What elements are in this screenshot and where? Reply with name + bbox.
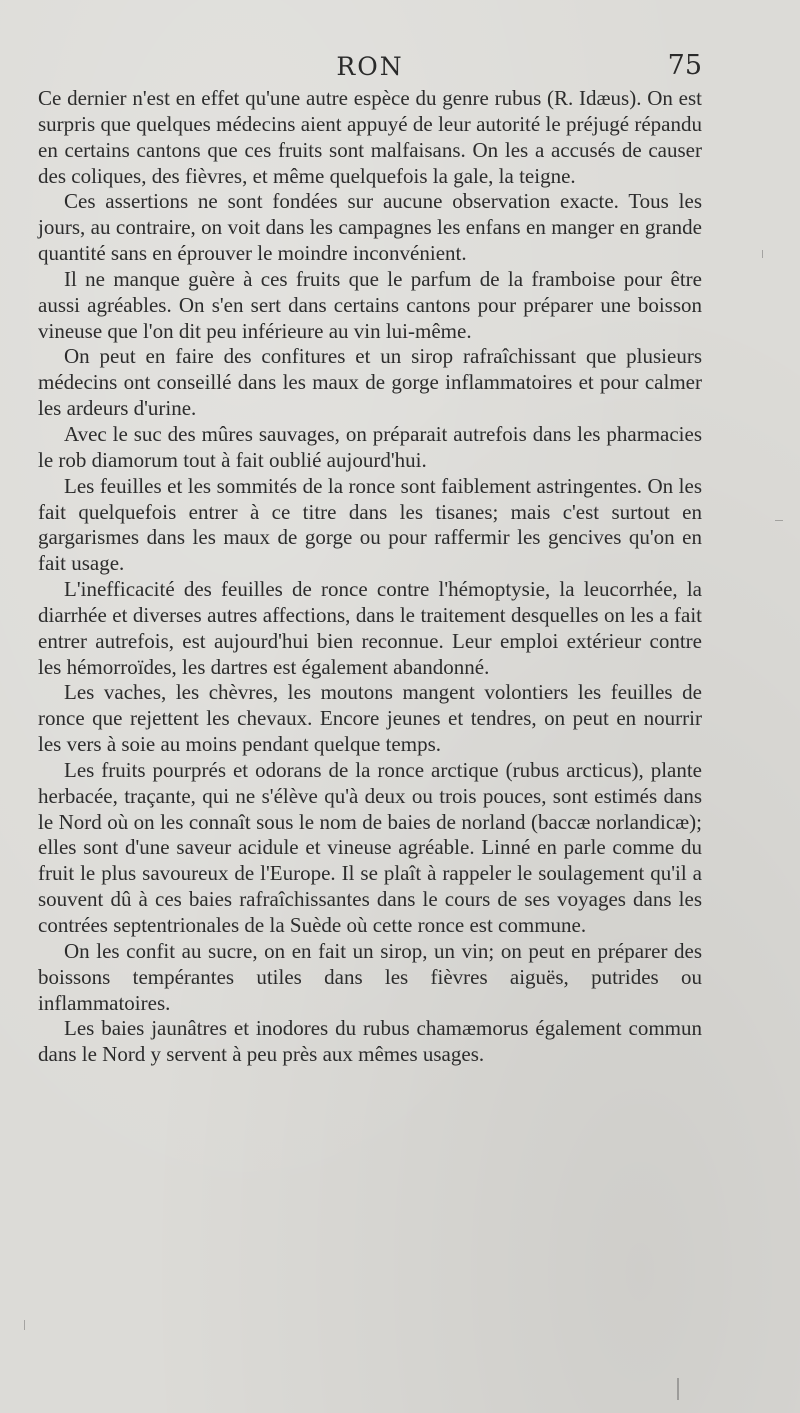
paragraph: Ce dernier n'est en effet qu'une autre espèce du genre rubus (R. Idæus). On est surpris que quelques médecins aient appuyé de leur autorité le préjugé répandu en certains cantons que ces fruits sont malfaisans. On les a accusés de causer des coliques, des fièvres, et même quelquefois la gale, la teigne. xyxy=(38,86,702,188)
paragraph: On peut en faire des confitures et un sirop rafraîchissant que plusieurs médecins ont conseillé dans les maux de gorge inflammatoires et pour calmer les ardeurs d'urine. xyxy=(38,344,702,421)
page-header xyxy=(38,52,702,88)
paragraph: Il ne manque guère à ces fruits que le parfum de la framboise pour être aussi agréables. On s'en sert dans certains cantons pour préparer une boisson vineuse que l'on dit peu inférieure au vin lui-même. xyxy=(38,266,702,343)
paragraph: L'inefficacité des feuilles de ronce contre l'hémoptysie, la leucorrhée, la diarrhée et diverses autres affections, dans le traitement desquelles on les a fait entrer autrefois, est aujourd'hui bien reconnue. Leur emploi extérieur contre les hémorroïdes, les dartres est également abandonné. xyxy=(38,577,702,679)
scan-artifact-mark xyxy=(775,520,783,521)
page-number: 75 xyxy=(667,50,702,81)
paragraph: On les confit au sucre, on en fait un sirop, un vin; on peut en préparer des boissons tempérantes utiles dans les fièvres aiguës, putrides ou inflammatoires. xyxy=(38,938,702,1015)
paragraph: Les fruits pourprés et odorans de la ronce arctique (rubus arcticus), plante herbacée, traçante, qui ne s'élève qu'à deux ou trois pouces, sont estimés dans le Nord où on les connaît sous le nom de baies de norland (baccæ norlandicæ); elles sont d'une saveur acidule et vineuse agréable. Linné en parle comme du fruit le plus savoureux de l'Europe. Il se plaît à rappeler le soulagement qu'il a souvent dû à ces baies rafraîchissantes dans le cours de ses voyages dans les contrées septentrionales de la Suède où cette ronce est commune. xyxy=(38,757,702,937)
body-text xyxy=(38,86,702,1068)
paragraph: Les feuilles et les sommités de la ronce sont faiblement astringentes. On les fait quelquefois entrer à ce titre dans les tisanes; mais c'est surtout en gargarismes dans les maux de gorge ou pour raffermir les gencives qu'on en fait usage. xyxy=(38,473,702,576)
scan-artifact-mark xyxy=(24,1320,25,1330)
scan-artifact-mark xyxy=(677,1378,679,1400)
paragraph: Les baies jaunâtres et inodores du rubus chamæmorus également commun dans le Nord y servent à peu près aux mêmes usages. xyxy=(38,1016,702,1067)
paragraph: Ces assertions ne sont fondées sur aucune observation exacte. Tous les jours, au contraire, on voit dans les campagnes les enfans en manger en grande quantité sans en éprouver le moindre inconvénient. xyxy=(38,189,702,266)
running-head: RON xyxy=(336,52,404,81)
paragraph: Les vaches, les chèvres, les moutons mangent volontiers les feuilles de ronce que rejettent les chevaux. Encore jeunes et tendres, on peut en nourrir les vers à soie au moins pendant quelque temps. xyxy=(38,680,702,757)
paragraph: Avec le suc des mûres sauvages, on préparait autrefois dans les pharmacies le rob diamorum tout à fait oublié aujourd'hui. xyxy=(38,421,702,472)
scan-artifact-mark xyxy=(762,250,763,258)
